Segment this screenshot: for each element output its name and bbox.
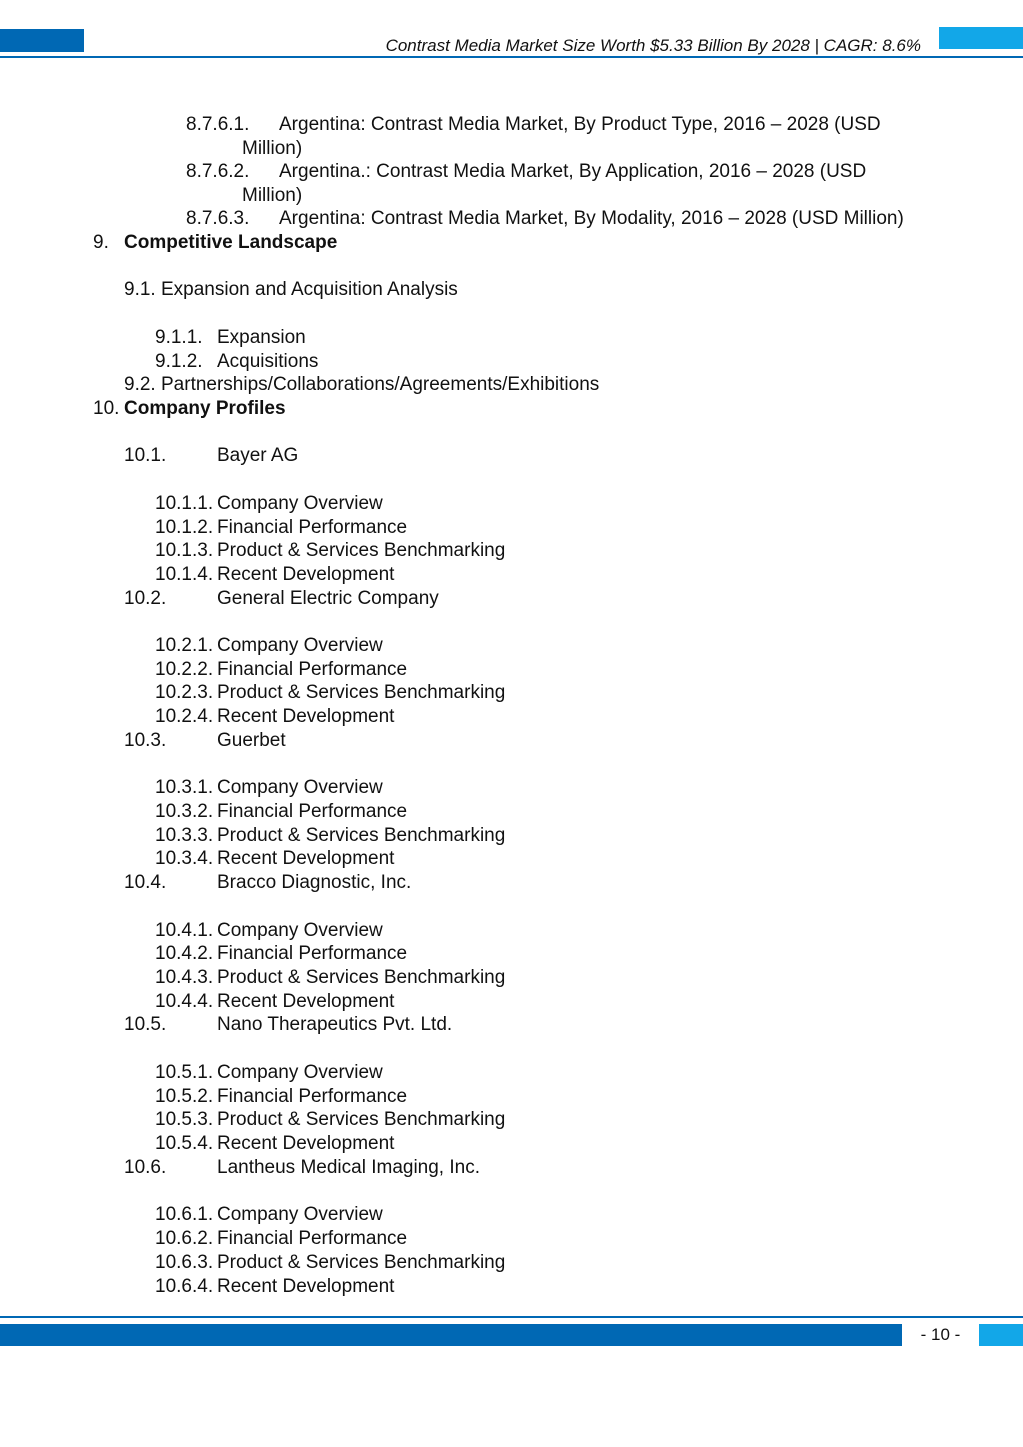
footer-bar [0,1324,902,1346]
toc-entry [155,800,1000,824]
toc-entry-title: Product & Services Benchmarking [217,682,506,703]
toc-entry [155,658,1000,682]
toc-entry-title: Company Overview [217,635,383,656]
toc-entry-number: 10. [93,398,120,419]
toc-entry-title: Company Overview [217,1204,383,1225]
toc-entry [155,1275,1000,1299]
toc-entry-title: Financial Performance [217,517,408,538]
toc-entry-number: 10.2. [124,588,167,609]
toc-entry [155,1108,1000,1132]
toc-entry-title: General Electric Company [217,588,439,609]
toc-entry-title: Expansion and Acquisition Analysis [161,279,458,300]
toc-entry [124,278,1000,302]
toc-entry [155,942,1000,966]
toc-entry [155,919,1000,943]
toc-entry-number: 10.4. [124,872,167,893]
toc-entry-title: Recent Development [217,706,395,727]
toc-entry-number: 10.3.4. [155,848,214,869]
toc-entry [155,350,1000,374]
toc-entry-number: 10.5.1. [155,1062,214,1083]
toc-entry-title: Financial Performance [217,659,408,680]
toc-entry-number: 10.1.2. [155,517,214,538]
toc-entry-number: 10.5.2. [155,1086,214,1107]
toc-entry-number: 10.3.1. [155,777,214,798]
toc-entry [124,729,1000,753]
toc-entry-number: 8.7.6.2. [186,161,250,182]
toc-entry [124,871,1000,895]
toc-entry [155,847,1000,871]
toc-entry-number: 10.5.3. [155,1109,214,1130]
toc-entry [155,516,1000,540]
toc-entry-title: Nano Therapeutics Pvt. Ltd. [217,1014,453,1035]
toc-entry [124,373,1000,397]
toc-entry-title: Argentina: Contrast Media Market, By Modality, 2016 – 2028 (USD Million) [279,208,904,229]
toc-entry-number: 10.2.4. [155,706,214,727]
toc-entry [186,207,1000,231]
toc-entry-title: Recent Development [217,848,395,869]
toc-entry-number: 10.2.2. [155,659,214,680]
toc-entry-title: Financial Performance [217,1086,408,1107]
toc-entry-title: Recent Development [217,1133,395,1154]
toc-entry-number: 10.3.2. [155,801,214,822]
toc-entry-number: 10.1.1. [155,493,214,514]
toc-entry-title-continuation: Million) [242,138,303,159]
toc-entry-number: 9.2. [124,374,156,395]
toc-entry-title: Product & Services Benchmarking [217,1109,506,1130]
toc-entry-title: Argentina.: Contrast Media Market, By Application, 2016 – 2028 (USD [279,161,867,182]
toc-entry-title: Financial Performance [217,1228,408,1249]
toc-entry-number: 10.6.2. [155,1228,214,1249]
toc-entry-title: Bracco Diagnostic, Inc. [217,872,412,893]
toc-entry-title: Acquisitions [217,351,319,372]
toc-entry-number: 10.1.3. [155,540,214,561]
toc-entry [155,1061,1000,1085]
toc-entry [93,397,1000,421]
toc-entry-title: Company Overview [217,1062,383,1083]
toc-entry [155,681,1000,705]
toc-entry-title: Company Profiles [124,398,286,419]
toc-entry-title: Recent Development [217,1276,395,1297]
toc-entry [155,492,1000,516]
toc-entry-title: Recent Development [217,991,395,1012]
toc-entry-number: 10.6. [124,1157,167,1178]
toc-entry [155,1132,1000,1156]
toc-entry-title: Lantheus Medical Imaging, Inc. [217,1157,480,1178]
toc-entry [155,1085,1000,1109]
toc-entry [124,587,1000,611]
toc-entry-number: 9. [93,232,109,253]
toc-entry-title: Bayer AG [217,445,299,466]
toc-entry-title: Partnerships/Collaborations/Agreements/Exhibitions [161,374,600,395]
toc-entry [186,113,1000,137]
toc-entry-title: Financial Performance [217,943,408,964]
toc-entry [155,776,1000,800]
toc-entry-number: 9.1.1. [155,327,203,348]
toc-entry [155,824,1000,848]
toc-entry-number: 10.2.3. [155,682,214,703]
toc-entry-number: 10.5.4. [155,1133,214,1154]
footer-rule [0,1316,1023,1318]
footer-accent-right [979,1324,1023,1346]
toc-entry-number: 10.4.3. [155,967,214,988]
toc-entry-title: Company Overview [217,920,383,941]
toc-entry-number: 10.6.3. [155,1252,214,1273]
toc-entry-number: 10.3. [124,730,167,751]
toc-entry [155,634,1000,658]
toc-entry [155,563,1000,587]
toc-entry-title: Argentina: Contrast Media Market, By Product Type, 2016 – 2028 (USD [279,114,881,135]
toc-entry [155,1251,1000,1275]
toc-entry-number: 10.4.4. [155,991,214,1012]
toc-entry [155,966,1000,990]
toc-entry-number: 10.6.4. [155,1276,214,1297]
toc-entry-number: 10.4.2. [155,943,214,964]
toc-entry-title: Expansion [217,327,306,348]
toc-entry-title: Financial Performance [217,801,408,822]
toc-entry-number: 10.1.4. [155,564,214,585]
toc-entry-title: Company Overview [217,493,383,514]
toc-entry-title: Competitive Landscape [124,232,338,253]
toc-entry-title: Product & Services Benchmarking [217,825,506,846]
toc-entry-number: 10.3.3. [155,825,214,846]
toc-entry [186,160,1000,184]
toc-entry [155,1227,1000,1251]
toc-entry-number: 9.1.2. [155,351,203,372]
toc-entry-number: 8.7.6.1. [186,114,250,135]
toc-entry-number: 8.7.6.3. [186,208,250,229]
toc-entry [155,1203,1000,1227]
toc-entry-number: 10.1. [124,445,167,466]
toc-entry-title: Product & Services Benchmarking [217,967,506,988]
toc-entry [155,705,1000,729]
toc-entry-number: 10.2.1. [155,635,214,656]
toc-entry-number: 9.1. [124,279,156,300]
toc-entry [124,444,1000,468]
toc-entry-title-continuation: Million) [242,185,303,206]
toc-entry-number: 10.5. [124,1014,167,1035]
toc-entry [124,1013,1000,1037]
toc-entry-title: Guerbet [217,730,286,751]
toc-entry-title: Product & Services Benchmarking [217,1252,506,1273]
toc-entry-number: 10.4.1. [155,920,214,941]
toc-entry-title: Product & Services Benchmarking [217,540,506,561]
toc-entry-title: Company Overview [217,777,383,798]
toc-entry [155,539,1000,563]
header-title: Contrast Media Market Size Worth $5.33 Billion By 2028 | CAGR: 8.6% [385,36,921,55]
toc-entry [155,326,1000,350]
toc-entry [155,990,1000,1014]
toc-entry [124,1156,1000,1180]
toc-entry-title: Recent Development [217,564,395,585]
toc-entry-number: 10.6.1. [155,1204,214,1225]
page-number: - 10 - [920,1325,961,1344]
toc-entry [93,231,1000,255]
